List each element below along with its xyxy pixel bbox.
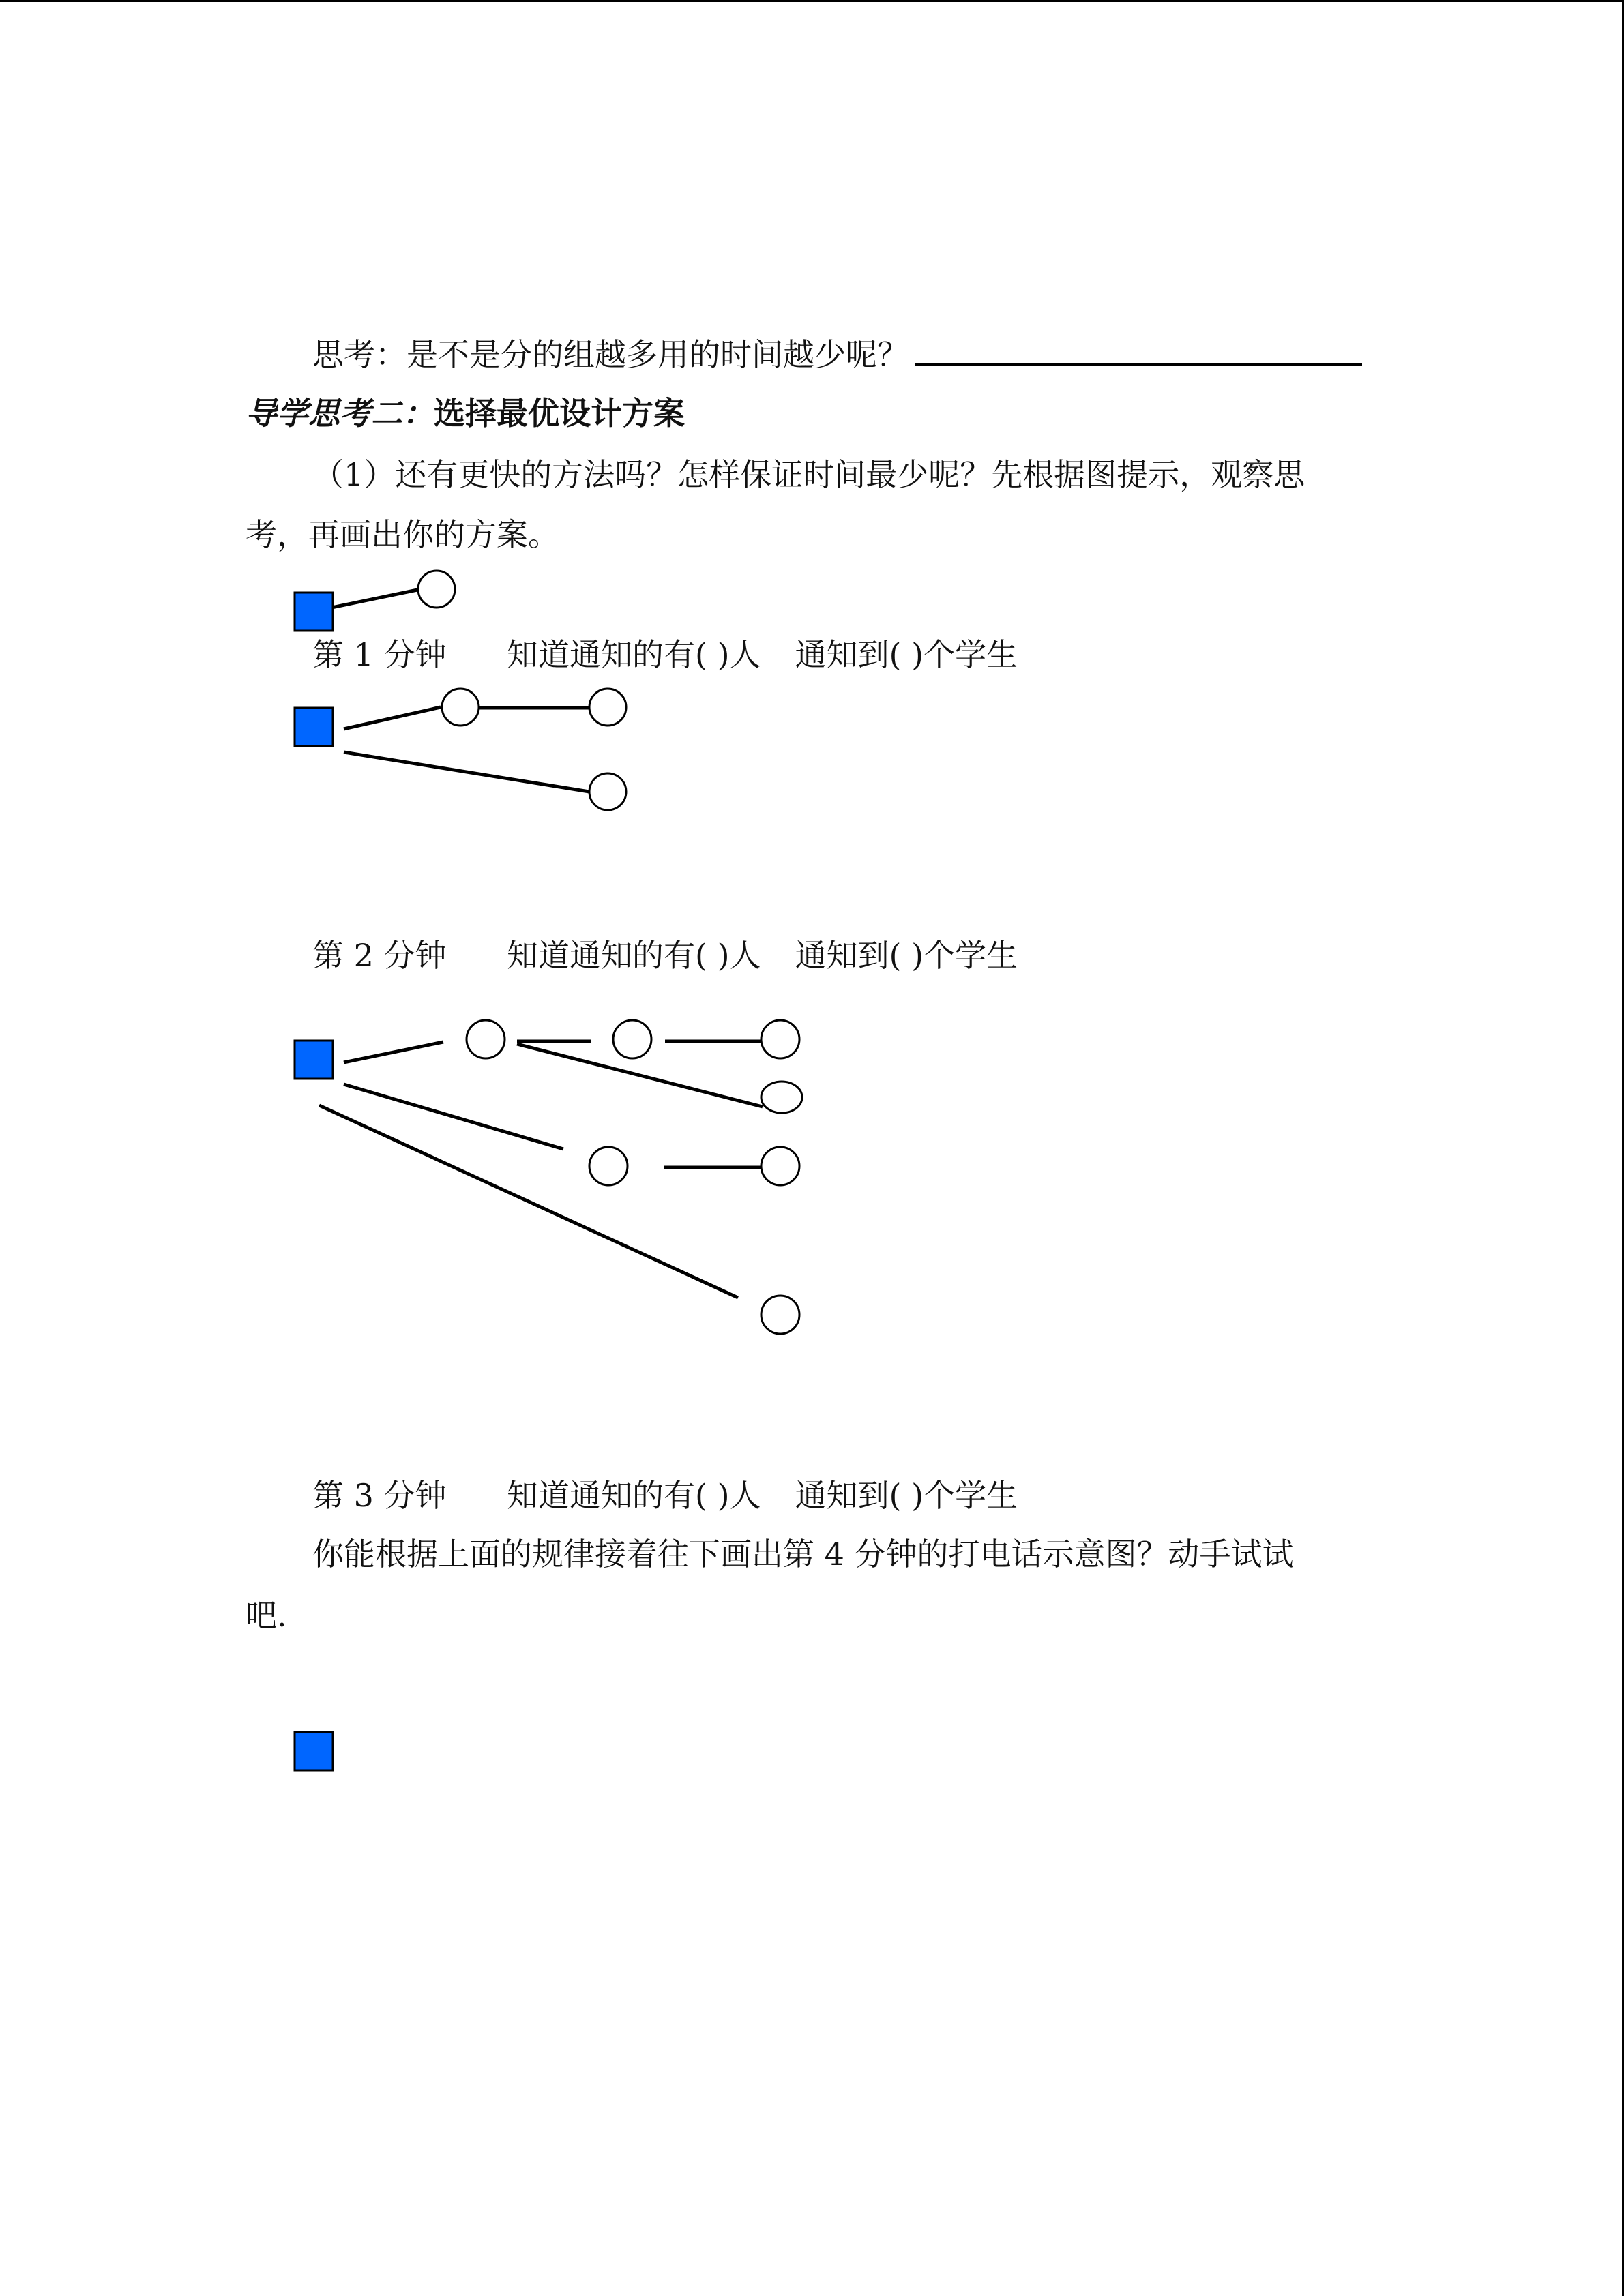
phone-tree-diagrams [0,2,1624,2296]
student-circle [589,1147,628,1185]
think-question-text: 思考：是不是分的组越多用的时间越少呢？ [312,336,909,373]
step-minute-label: 第 1 分钟 [312,636,447,673]
teacher-square [295,1732,333,1770]
section-heading-bold: 选择最优设计方案 [434,395,685,432]
diagram-minute-4 [295,1732,333,1770]
diagram-minute-1 [295,571,455,631]
student-circle [761,1296,799,1334]
student-circle [589,773,626,810]
diagram-minute-2 [295,689,626,810]
call-line [344,1042,443,1062]
question-2-line-1: 你能根据上面的规律接着往下画出第 4 分钟的打电话示意图？动手试试 [312,1536,1294,1572]
teacher-square [295,593,333,631]
call-line [344,1084,563,1149]
call-line [344,707,441,729]
student-circle [442,689,479,726]
diagram-minute-3 [295,1020,802,1334]
student-circle [761,1147,799,1185]
call-line [344,752,589,792]
student-circle [761,1020,799,1058]
student-circle [418,571,455,608]
teacher-square [295,708,333,746]
step-notify-count: 通知到( )个学生 [795,937,1018,974]
step-minute-label: 第 3 分钟 [312,1477,447,1514]
question-1-line-2: 考，再画出你的方案。 [246,516,559,553]
step-know-count: 知道通知的有( )人 [507,1477,761,1514]
step-know-count: 知道通知的有( )人 [507,937,761,974]
step-know-count: 知道通知的有( )人 [507,636,761,673]
student-circle [761,1082,802,1113]
student-circle [613,1020,651,1058]
teacher-square [295,1041,333,1079]
student-circle [589,689,626,726]
step-notify-count: 通知到( )个学生 [795,636,1018,673]
question-1-line-1: （1）还有更快的方法吗？怎样保证时间最少呢？先根据图提示，观察思 [312,456,1305,493]
step-minute-label: 第 2 分钟 [312,937,447,974]
question-2-line-2: 吧. [246,1597,287,1634]
section-heading-italic: 导学思考二： [246,395,434,432]
call-line [319,1105,738,1298]
step-notify-count: 通知到( )个学生 [795,1477,1018,1514]
student-circle [467,1020,505,1058]
